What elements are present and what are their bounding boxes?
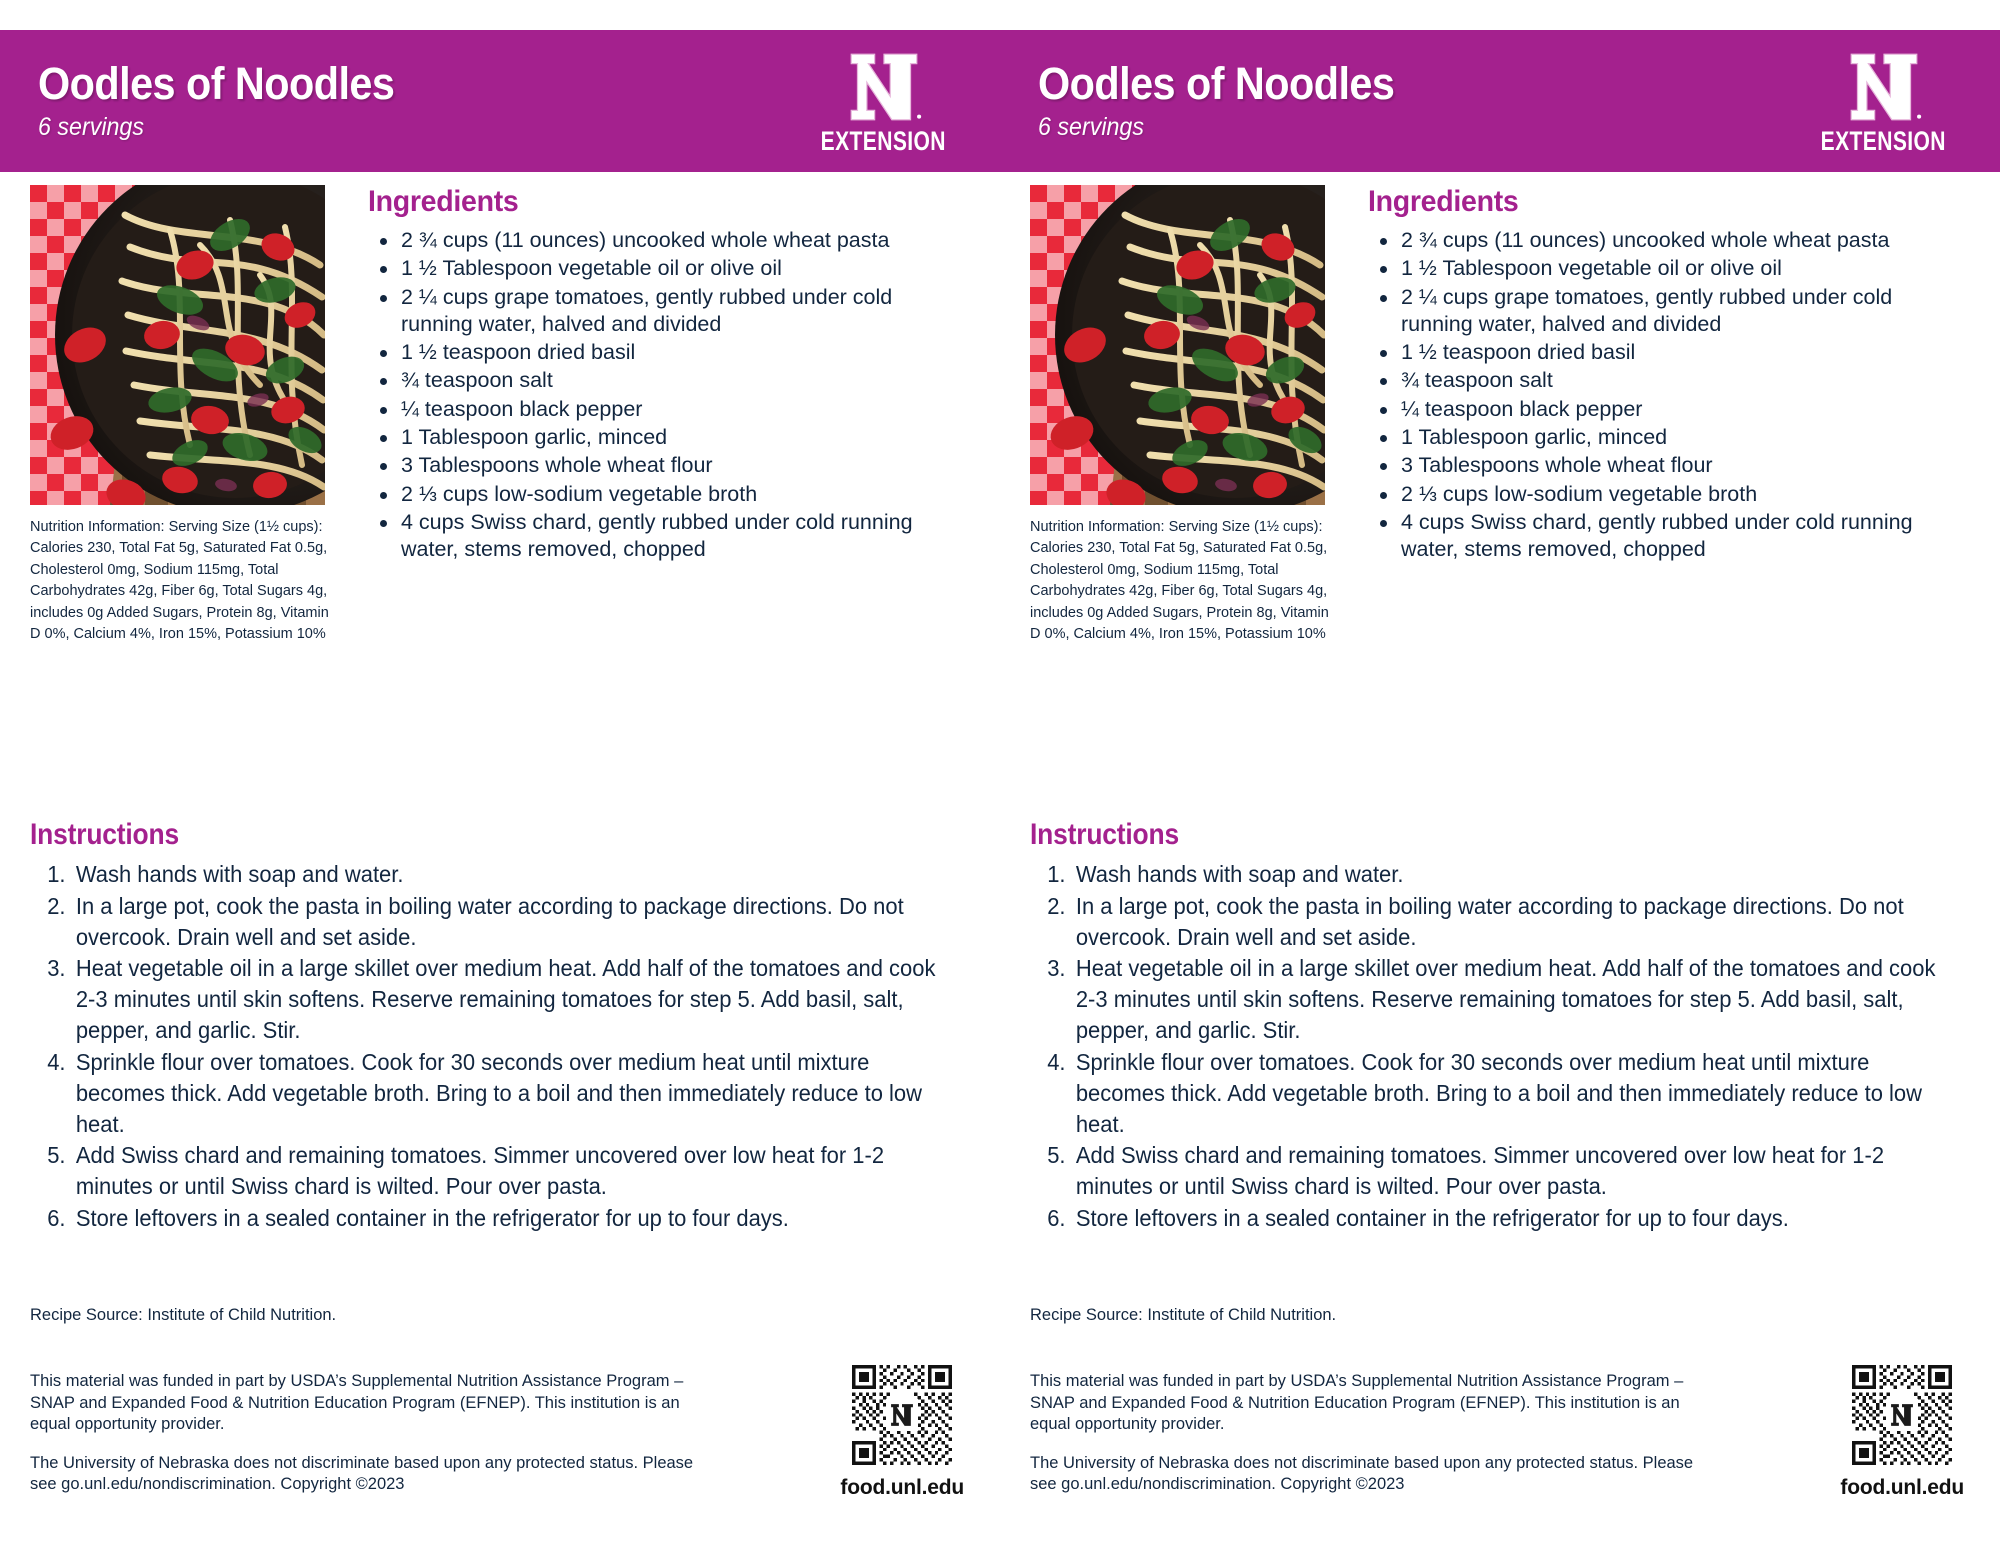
recipe-source: Recipe Source: Institute of Child Nutrition. xyxy=(30,1305,337,1324)
pasta-dish-illustration xyxy=(30,185,325,505)
website-url[interactable]: food.unl.edu xyxy=(840,1476,964,1499)
photo-and-nutrition-column xyxy=(1000,185,1340,646)
instructions-section xyxy=(30,818,980,1235)
list-item: In a large pot, cook the pasta in boiling water according to package directions. Do not overcook. Drain well and set aside. xyxy=(1075,892,1904,950)
instructions-heading: Instructions xyxy=(30,818,179,851)
list-item: 2 ¼ cups grape tomatoes, gently rubbed under cold running water, halved and divided xyxy=(368,284,962,339)
extension-logo xyxy=(803,48,1000,155)
list-item: 3 Tablespoons whole wheat flour xyxy=(368,452,962,479)
qr-code-icon[interactable] xyxy=(1852,1365,1952,1465)
list-item: Add Swiss chard and remaining tomatoes. Simmer uncovered over low heat for 1-2 minutes or until Swiss chard is wilted. Pour over pasta. xyxy=(1075,1142,1885,1200)
instructions-list xyxy=(30,859,980,1234)
qr-block[interactable] xyxy=(840,1355,1000,1500)
footer-text-block xyxy=(0,1355,700,1496)
card-header xyxy=(0,30,1000,172)
list-item: Add Swiss chard and remaining tomatoes. Simmer uncovered over low heat for 1-2 minutes or until Swiss chard is wilted. Pour over pasta. xyxy=(75,1142,885,1200)
nutrition-information: Nutrition Information: Serving Size (1½ cups): Calories 230, Total Fat 5g, Saturated Fat 0.5g, Cholesterol 0mg, Sodium 115mg, Total Carbohydrates 42g, Fiber 6g, Total Sugars 4g, includes 0g Added Sugars, Protein 8g, Vitamin D 0%, Calcium 4%, Iron 15%, Potassium 10% xyxy=(1030,519,1329,643)
page-title: Oodles of Noodles xyxy=(1038,57,1395,109)
ingredients-column xyxy=(1340,185,1980,646)
list-item: Heat vegetable oil in a large skillet over medium heat. Add half of the tomatoes and cook 2-3 minutes until skin softens. Reserve remaining tomatoes for step 5. Add basil, salt, pepper, and garlic. Stir. xyxy=(75,955,936,1044)
list-item: 4 cups Swiss chard, gently rubbed under cold running water, stems removed, chopped xyxy=(368,509,962,564)
instructions-section xyxy=(1030,818,1980,1235)
nebraska-n-logo-icon xyxy=(1889,1402,1915,1428)
ingredients-heading: Ingredients xyxy=(368,185,519,218)
qr-center-logo xyxy=(1886,1399,1918,1431)
list-item: 1 Tablespoon garlic, minced xyxy=(368,424,962,451)
header-text-block xyxy=(1000,57,1425,142)
nondiscrimination-statement: The University of Nebraska does not discriminate based upon any protected status. Please see go.unl.edu/nondiscrimination. Copyright ©2023 xyxy=(1030,1453,1694,1494)
list-item: Wash hands with soap and water. xyxy=(1075,861,1404,887)
website-url[interactable]: food.unl.edu xyxy=(1840,1476,1964,1499)
servings-label: 6 servings xyxy=(38,113,144,142)
list-item: Store leftovers in a sealed container in the refrigerator for up to four days. xyxy=(75,1204,789,1231)
list-item: 1 ½ Tablespoon vegetable oil or olive oil xyxy=(1368,255,1962,282)
recipe-source: Recipe Source: Institute of Child Nutrition. xyxy=(1030,1305,1337,1324)
list-item: 1 ½ teaspoon dried basil xyxy=(1368,339,1962,366)
list-item: ¼ teaspoon black pepper xyxy=(368,396,962,423)
list-item: 2 ¼ cups grape tomatoes, gently rubbed under cold running water, halved and divided xyxy=(1368,284,1962,339)
list-item: Heat vegetable oil in a large skillet over medium heat. Add half of the tomatoes and cook 2-3 minutes until skin softens. Reserve remaining tomatoes for step 5. Add basil, salt, pepper, and garlic. Stir. xyxy=(1075,955,1936,1044)
list-item: Sprinkle flour over tomatoes. Cook for 30 seconds over medium heat until mixture becomes thick. Add vegetable broth. Bring to a boil and then immediately reduce to low heat. xyxy=(75,1048,922,1137)
list-item: 1 ½ teaspoon dried basil xyxy=(368,339,962,366)
pasta-dish-illustration xyxy=(1030,185,1325,505)
card-body-top xyxy=(1000,185,2000,646)
list-item: 3 Tablespoons whole wheat flour xyxy=(1368,452,1962,479)
card-footer xyxy=(1000,1355,2000,1545)
instructions-list xyxy=(1030,859,1980,1234)
list-item: 2 ¾ cups (11 ounces) uncooked whole wheat pasta xyxy=(1368,227,1962,254)
nebraska-n-logo-icon xyxy=(1845,48,1923,126)
qr-block[interactable] xyxy=(1840,1355,2000,1500)
card-body-top xyxy=(0,185,1000,646)
recipe-card-right xyxy=(1000,0,2000,1545)
nondiscrimination-statement: The University of Nebraska does not discriminate based upon any protected status. Please see go.unl.edu/nondiscrimination. Copyright ©2023 xyxy=(30,1453,694,1494)
list-item: Store leftovers in a sealed container in the refrigerator for up to four days. xyxy=(1075,1204,1789,1231)
recipe-photo xyxy=(30,185,325,505)
extension-logo xyxy=(1803,48,2000,155)
list-item: 4 cups Swiss chard, gently rubbed under cold running water, stems removed, chopped xyxy=(1368,509,1962,564)
page-title: Oodles of Noodles xyxy=(38,57,395,109)
list-item: 1 Tablespoon garlic, minced xyxy=(1368,424,1962,451)
photo-and-nutrition-column xyxy=(0,185,340,646)
qr-center-logo xyxy=(886,1399,918,1431)
list-item: 2 ⅓ cups low-sodium vegetable broth xyxy=(1368,481,1962,508)
list-item: 1 ½ Tablespoon vegetable oil or olive oil xyxy=(368,255,962,282)
servings-label: 6 servings xyxy=(1038,113,1144,142)
header-text-block xyxy=(0,57,425,142)
nutrition-information: Nutrition Information: Serving Size (1½ cups): Calories 230, Total Fat 5g, Saturated Fat 0.5g, Cholesterol 0mg, Sodium 115mg, Total Carbohydrates 42g, Fiber 6g, Total Sugars 4g, includes 0g Added Sugars, Protein 8g, Vitamin D 0%, Calcium 4%, Iron 15%, Potassium 10% xyxy=(30,519,329,643)
nebraska-n-logo-icon xyxy=(889,1402,915,1428)
list-item: ¼ teaspoon black pepper xyxy=(1368,396,1962,423)
recipe-photo xyxy=(1030,185,1325,505)
ingredients-list xyxy=(1368,227,1962,564)
extension-wordmark: EXTENSION xyxy=(1821,125,1947,156)
nebraska-n-logo-icon xyxy=(845,48,923,126)
ingredients-list xyxy=(368,227,962,564)
list-item: ¾ teaspoon salt xyxy=(1368,367,1962,394)
list-item: Wash hands with soap and water. xyxy=(75,861,404,887)
list-item: 2 ¾ cups (11 ounces) uncooked whole wheat pasta xyxy=(368,227,962,254)
card-header xyxy=(1000,30,2000,172)
funding-statement: This material was funded in part by USDA’s Supplemental Nutrition Assistance Program – SNAP and Expanded Food & Nutrition Education Program (EFNEP). This institution is an equal opportunity provider. xyxy=(30,1372,684,1434)
funding-statement: This material was funded in part by USDA’s Supplemental Nutrition Assistance Program – SNAP and Expanded Food & Nutrition Education Program (EFNEP). This institution is an equal opportunity provider. xyxy=(1030,1372,1684,1434)
list-item: 2 ⅓ cups low-sodium vegetable broth xyxy=(368,481,962,508)
list-item: Sprinkle flour over tomatoes. Cook for 30 seconds over medium heat until mixture becomes thick. Add vegetable broth. Bring to a boil and then immediately reduce to low heat. xyxy=(1075,1048,1922,1137)
qr-code-icon[interactable] xyxy=(852,1365,952,1465)
card-footer xyxy=(0,1355,1000,1545)
ingredients-heading: Ingredients xyxy=(1368,185,1519,218)
list-item: In a large pot, cook the pasta in boiling water according to package directions. Do not overcook. Drain well and set aside. xyxy=(75,892,904,950)
instructions-heading: Instructions xyxy=(1030,818,1179,851)
list-item: ¾ teaspoon salt xyxy=(368,367,962,394)
footer-text-block xyxy=(1000,1355,1700,1496)
ingredients-column xyxy=(340,185,980,646)
extension-wordmark: EXTENSION xyxy=(821,125,947,156)
